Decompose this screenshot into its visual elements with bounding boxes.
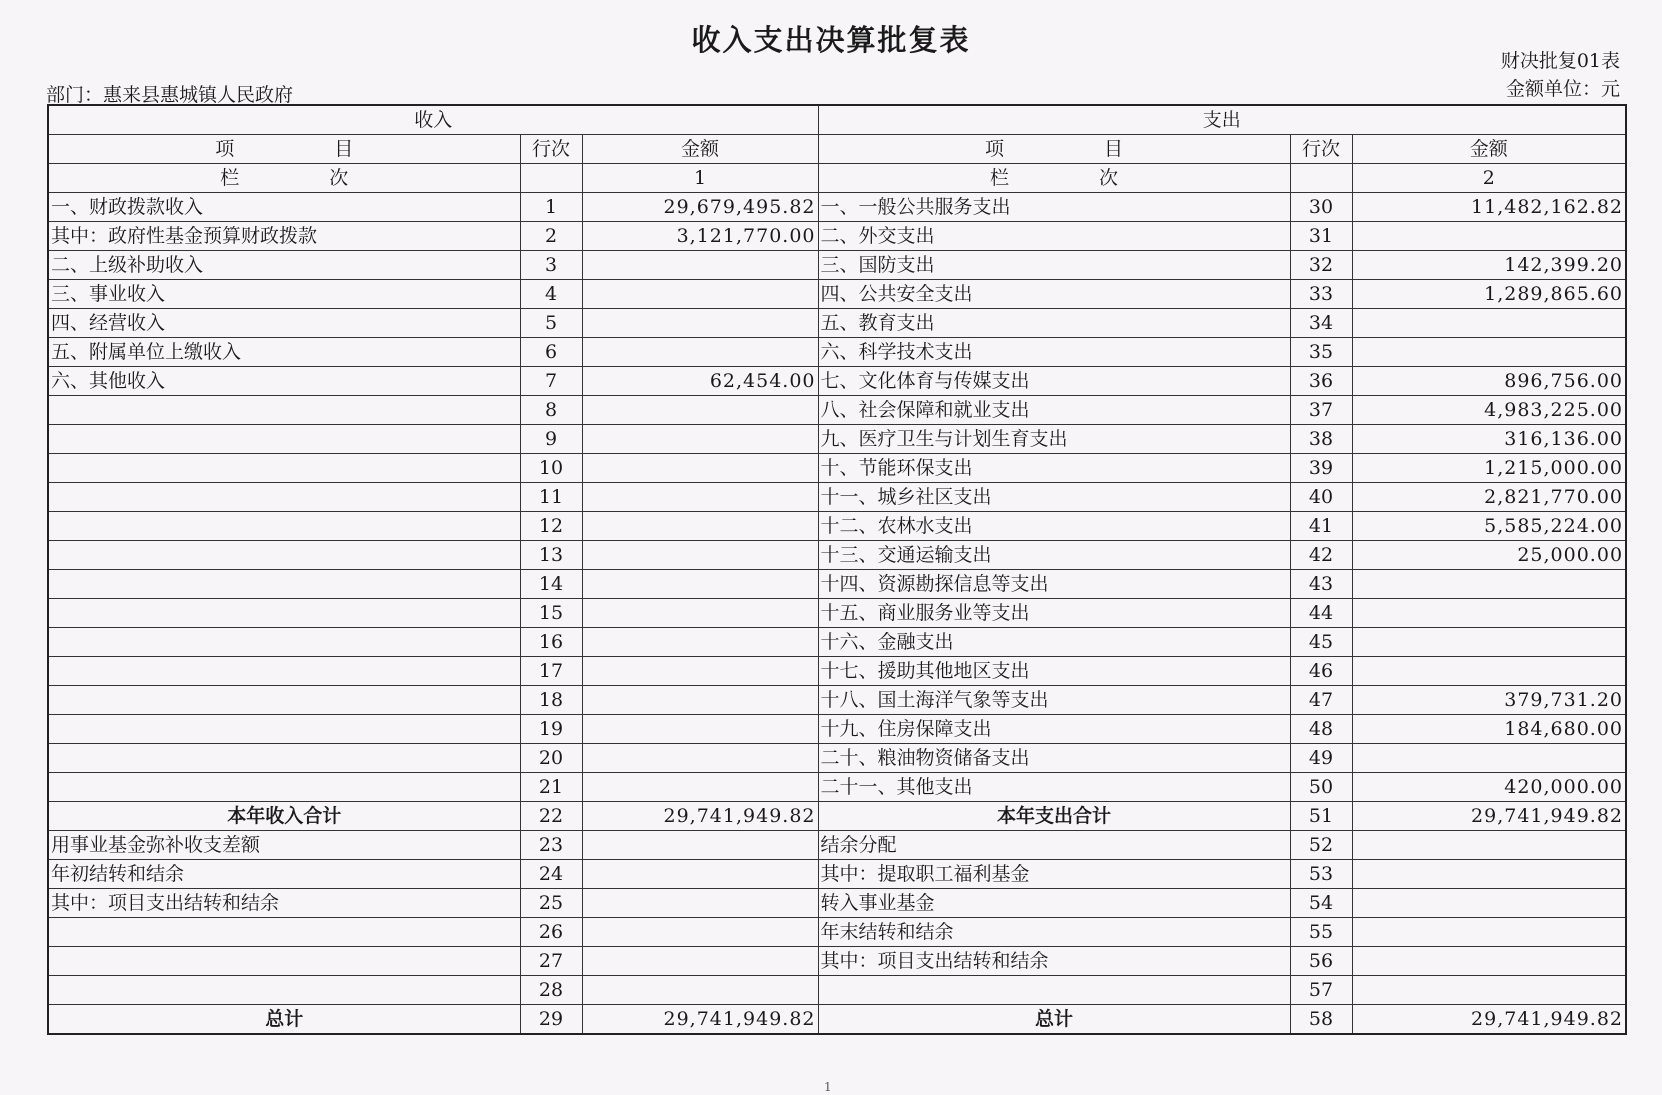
income-row-no-cell: 16 — [520, 628, 582, 657]
expense-amount-cell: 1,289,865.60 — [1352, 280, 1626, 309]
income-amount-cell — [582, 889, 818, 918]
expense-amount-cell: 11,482,162.82 — [1352, 193, 1626, 222]
income-amount-cell — [582, 570, 818, 599]
income-item-cell — [48, 947, 520, 976]
expense-row-no-cell: 47 — [1290, 686, 1352, 715]
expense-item-cell: 其中：提取职工福利基金 — [818, 860, 1290, 889]
income-item-cell: 用事业基金弥补收支差额 — [48, 831, 520, 860]
income-amount-cell — [582, 280, 818, 309]
table-row — [48, 309, 1626, 338]
income-item-cell — [48, 599, 520, 628]
table-row — [48, 918, 1626, 947]
expense-row-no-cell: 37 — [1290, 396, 1352, 425]
income-item-cell: 总计 — [48, 1005, 520, 1035]
column-header-row — [48, 135, 1626, 164]
income-amount-cell: 62,454.00 — [582, 367, 818, 396]
expense-amount-cell: 29,741,949.82 — [1352, 802, 1626, 831]
expense-amount-cell: 29,741,949.82 — [1352, 1005, 1626, 1035]
expense-amount-cell: 379,731.20 — [1352, 686, 1626, 715]
income-item-cell — [48, 483, 520, 512]
income-row-no-cell: 19 — [520, 715, 582, 744]
expense-row-no-cell: 31 — [1290, 222, 1352, 251]
expense-item-cell: 十七、援助其他地区支出 — [818, 657, 1290, 686]
expense-item-cell: 十九、住房保障支出 — [818, 715, 1290, 744]
income-item-cell — [48, 715, 520, 744]
expense-amount-cell — [1352, 222, 1626, 251]
income-amount-cell — [582, 512, 818, 541]
expense-item-cell: 四、公共安全支出 — [818, 280, 1290, 309]
table-row — [48, 860, 1626, 889]
income-amount-cell — [582, 947, 818, 976]
income-row-no-cell: 3 — [520, 251, 582, 280]
income-item-header: 项 目 — [48, 135, 520, 164]
table-row — [48, 947, 1626, 976]
table-row — [48, 773, 1626, 802]
income-amount-cell — [582, 251, 818, 280]
expense-row-no-cell: 58 — [1290, 1005, 1352, 1035]
income-row-no-cell: 28 — [520, 976, 582, 1005]
table-row — [48, 628, 1626, 657]
column-index-row — [48, 164, 1626, 193]
expense-amount-cell — [1352, 860, 1626, 889]
income-col-index: 1 — [582, 164, 818, 193]
expense-row-no-cell: 41 — [1290, 512, 1352, 541]
expense-row-no-cell: 55 — [1290, 918, 1352, 947]
amount-unit: 金额单位：元 — [1505, 78, 1620, 100]
income-item-cell: 年初结转和结余 — [48, 860, 520, 889]
income-amount-cell — [582, 976, 818, 1005]
expense-row-no-cell: 40 — [1290, 483, 1352, 512]
expense-amount-cell: 142,399.20 — [1352, 251, 1626, 280]
budget-table — [47, 104, 1627, 1035]
expense-item-cell: 十八、国土海洋气象等支出 — [818, 686, 1290, 715]
income-col-index-label: 栏 次 — [48, 164, 520, 193]
income-item-cell: 三、事业收入 — [48, 280, 520, 309]
expense-item-cell: 五、教育支出 — [818, 309, 1290, 338]
income-item-cell: 五、附属单位上缴收入 — [48, 338, 520, 367]
expense-amount-header: 金额 — [1352, 135, 1626, 164]
income-item-cell — [48, 396, 520, 425]
table-row — [48, 454, 1626, 483]
income-row-no-cell: 11 — [520, 483, 582, 512]
expense-amount-cell — [1352, 628, 1626, 657]
income-amount-cell — [582, 338, 818, 367]
expense-item-cell: 结余分配 — [818, 831, 1290, 860]
department-label: 部门：惠来县惠城镇人民政府 — [46, 84, 294, 106]
income-amount-cell — [582, 831, 818, 860]
expense-item-cell: 总计 — [818, 1005, 1290, 1035]
expense-row-no-cell: 34 — [1290, 309, 1352, 338]
expense-amount-cell: 896,756.00 — [1352, 367, 1626, 396]
section-header-row — [48, 105, 1626, 135]
table-row — [48, 512, 1626, 541]
income-item-cell — [48, 686, 520, 715]
table-row — [48, 338, 1626, 367]
income-amount-cell: 3,121,770.00 — [582, 222, 818, 251]
expense-row-no-cell: 50 — [1290, 773, 1352, 802]
expense-item-cell: 六、科学技术支出 — [818, 338, 1290, 367]
expense-item-cell: 年末结转和结余 — [818, 918, 1290, 947]
income-row-no-cell: 14 — [520, 570, 582, 599]
expense-item-cell: 十五、商业服务业等支出 — [818, 599, 1290, 628]
table-row — [48, 889, 1626, 918]
income-row-no-cell: 4 — [520, 280, 582, 309]
expense-item-header: 项 目 — [818, 135, 1290, 164]
expense-item-cell: 十、节能环保支出 — [818, 454, 1290, 483]
expense-row-no-cell: 46 — [1290, 657, 1352, 686]
table-row — [48, 657, 1626, 686]
income-item-cell — [48, 918, 520, 947]
income-row-no-cell: 17 — [520, 657, 582, 686]
expense-row-no-cell: 51 — [1290, 802, 1352, 831]
income-row-no-cell: 18 — [520, 686, 582, 715]
expense-amount-cell — [1352, 947, 1626, 976]
expense-row-no-cell: 36 — [1290, 367, 1352, 396]
expense-item-cell: 三、国防支出 — [818, 251, 1290, 280]
income-amount-cell — [582, 599, 818, 628]
income-item-cell: 其中：项目支出结转和结余 — [48, 889, 520, 918]
income-row-no-cell: 24 — [520, 860, 582, 889]
income-row-no-cell: 22 — [520, 802, 582, 831]
income-item-cell — [48, 976, 520, 1005]
income-amount-cell — [582, 860, 818, 889]
expense-item-cell: 十六、金融支出 — [818, 628, 1290, 657]
income-row-no-cell: 23 — [520, 831, 582, 860]
expense-row-no-cell: 43 — [1290, 570, 1352, 599]
expense-item-cell: 七、文化体育与传媒支出 — [818, 367, 1290, 396]
expense-amount-cell — [1352, 976, 1626, 1005]
table-row — [48, 1005, 1626, 1035]
table-row — [48, 802, 1626, 831]
income-row-no-header: 行次 — [520, 135, 582, 164]
income-amount-cell: 29,679,495.82 — [582, 193, 818, 222]
table-row — [48, 251, 1626, 280]
table-row — [48, 831, 1626, 860]
expense-row-no-cell: 48 — [1290, 715, 1352, 744]
expense-item-cell: 二十、粮油物资储备支出 — [818, 744, 1290, 773]
expense-row-no-cell: 42 — [1290, 541, 1352, 570]
income-amount-cell — [582, 425, 818, 454]
income-item-cell: 六、其他收入 — [48, 367, 520, 396]
expense-item-cell: 八、社会保障和就业支出 — [818, 396, 1290, 425]
income-row-no-cell: 25 — [520, 889, 582, 918]
expense-row-no-cell: 52 — [1290, 831, 1352, 860]
expense-col-index-blank — [1290, 164, 1352, 193]
table-row — [48, 570, 1626, 599]
expense-amount-cell: 1,215,000.00 — [1352, 454, 1626, 483]
expense-row-no-cell: 45 — [1290, 628, 1352, 657]
income-row-no-cell: 9 — [520, 425, 582, 454]
table-row — [48, 396, 1626, 425]
income-row-no-cell: 20 — [520, 744, 582, 773]
expense-amount-cell — [1352, 744, 1626, 773]
income-item-cell — [48, 454, 520, 483]
income-item-cell: 本年收入合计 — [48, 802, 520, 831]
income-item-cell — [48, 657, 520, 686]
expense-amount-cell: 420,000.00 — [1352, 773, 1626, 802]
income-item-cell — [48, 773, 520, 802]
income-amount-cell — [582, 309, 818, 338]
expense-col-index-label: 栏 次 — [818, 164, 1290, 193]
income-amount-cell — [582, 628, 818, 657]
expense-row-no-header: 行次 — [1290, 135, 1352, 164]
income-item-cell — [48, 628, 520, 657]
expense-item-cell — [818, 976, 1290, 1005]
table-row — [48, 599, 1626, 628]
expense-item-cell: 转入事业基金 — [818, 889, 1290, 918]
table-row — [48, 193, 1626, 222]
income-item-cell: 一、财政拨款收入 — [48, 193, 520, 222]
expense-amount-cell: 4,983,225.00 — [1352, 396, 1626, 425]
table-row — [48, 744, 1626, 773]
expense-row-no-cell: 39 — [1290, 454, 1352, 483]
income-row-no-cell: 7 — [520, 367, 582, 396]
expense-row-no-cell: 33 — [1290, 280, 1352, 309]
income-item-cell: 四、经营收入 — [48, 309, 520, 338]
table-row — [48, 222, 1626, 251]
expense-item-cell: 一、一般公共服务支出 — [818, 193, 1290, 222]
income-amount-cell — [582, 454, 818, 483]
expense-section-header: 支出 — [818, 105, 1626, 135]
expense-item-cell: 十三、交通运输支出 — [818, 541, 1290, 570]
expense-amount-cell — [1352, 599, 1626, 628]
income-amount-cell — [582, 715, 818, 744]
income-amount-cell: 29,741,949.82 — [582, 1005, 818, 1035]
page-number: 1 — [824, 1080, 832, 1094]
table-row — [48, 715, 1626, 744]
income-amount-cell — [582, 744, 818, 773]
expense-item-cell: 十二、农林水支出 — [818, 512, 1290, 541]
income-item-cell — [48, 744, 520, 773]
expense-row-no-cell: 54 — [1290, 889, 1352, 918]
expense-amount-cell — [1352, 338, 1626, 367]
expense-amount-cell: 184,680.00 — [1352, 715, 1626, 744]
expense-row-no-cell: 57 — [1290, 976, 1352, 1005]
expense-amount-cell — [1352, 570, 1626, 599]
income-row-no-cell: 1 — [520, 193, 582, 222]
expense-amount-cell — [1352, 309, 1626, 338]
expense-item-cell: 其中：项目支出结转和结余 — [818, 947, 1290, 976]
expense-amount-cell — [1352, 657, 1626, 686]
income-section-header: 收入 — [48, 105, 818, 135]
expense-row-no-cell: 35 — [1290, 338, 1352, 367]
expense-amount-cell — [1352, 918, 1626, 947]
income-amount-cell — [582, 686, 818, 715]
page-title: 收入支出决算批复表 — [691, 23, 971, 57]
income-row-no-cell: 2 — [520, 222, 582, 251]
expense-item-cell: 九、医疗卫生与计划生育支出 — [818, 425, 1290, 454]
income-amount-cell — [582, 657, 818, 686]
income-row-no-cell: 6 — [520, 338, 582, 367]
income-row-no-cell: 21 — [520, 773, 582, 802]
table-row — [48, 425, 1626, 454]
income-row-no-cell: 26 — [520, 918, 582, 947]
expense-row-no-cell: 49 — [1290, 744, 1352, 773]
expense-row-no-cell: 53 — [1290, 860, 1352, 889]
expense-amount-cell — [1352, 889, 1626, 918]
expense-item-cell: 十一、城乡社区支出 — [818, 483, 1290, 512]
income-amount-cell — [582, 541, 818, 570]
table-row — [48, 686, 1626, 715]
expense-row-no-cell: 38 — [1290, 425, 1352, 454]
income-row-no-cell: 27 — [520, 947, 582, 976]
expense-item-cell: 本年支出合计 — [818, 802, 1290, 831]
income-item-cell: 其中：政府性基金预算财政拨款 — [48, 222, 520, 251]
table-row — [48, 483, 1626, 512]
income-amount-cell — [582, 483, 818, 512]
income-col-index-blank — [520, 164, 582, 193]
income-item-cell — [48, 425, 520, 454]
expense-row-no-cell: 44 — [1290, 599, 1352, 628]
income-amount-cell: 29,741,949.82 — [582, 802, 818, 831]
expense-row-no-cell: 30 — [1290, 193, 1352, 222]
income-amount-cell — [582, 773, 818, 802]
income-item-cell — [48, 570, 520, 599]
expense-item-cell: 十四、资源勘探信息等支出 — [818, 570, 1290, 599]
income-row-no-cell: 29 — [520, 1005, 582, 1035]
expense-amount-cell: 2,821,770.00 — [1352, 483, 1626, 512]
income-item-cell — [48, 541, 520, 570]
table-row — [48, 367, 1626, 396]
expense-amount-cell: 316,136.00 — [1352, 425, 1626, 454]
income-amount-cell — [582, 918, 818, 947]
income-amount-cell — [582, 396, 818, 425]
table-row — [48, 541, 1626, 570]
expense-amount-cell — [1352, 831, 1626, 860]
expense-item-cell: 二十一、其他支出 — [818, 773, 1290, 802]
expense-row-no-cell: 56 — [1290, 947, 1352, 976]
form-number: 财决批复01表 — [1500, 50, 1620, 72]
income-row-no-cell: 10 — [520, 454, 582, 483]
income-row-no-cell: 5 — [520, 309, 582, 338]
expense-amount-cell: 5,585,224.00 — [1352, 512, 1626, 541]
income-item-cell: 二、上级补助收入 — [48, 251, 520, 280]
table-row — [48, 280, 1626, 309]
income-item-cell — [48, 512, 520, 541]
income-amount-header: 金额 — [582, 135, 818, 164]
income-row-no-cell: 15 — [520, 599, 582, 628]
income-row-no-cell: 8 — [520, 396, 582, 425]
expense-col-index: 2 — [1352, 164, 1626, 193]
expense-amount-cell: 25,000.00 — [1352, 541, 1626, 570]
expense-row-no-cell: 32 — [1290, 251, 1352, 280]
table-row — [48, 976, 1626, 1005]
expense-item-cell: 二、外交支出 — [818, 222, 1290, 251]
income-row-no-cell: 12 — [520, 512, 582, 541]
income-row-no-cell: 13 — [520, 541, 582, 570]
